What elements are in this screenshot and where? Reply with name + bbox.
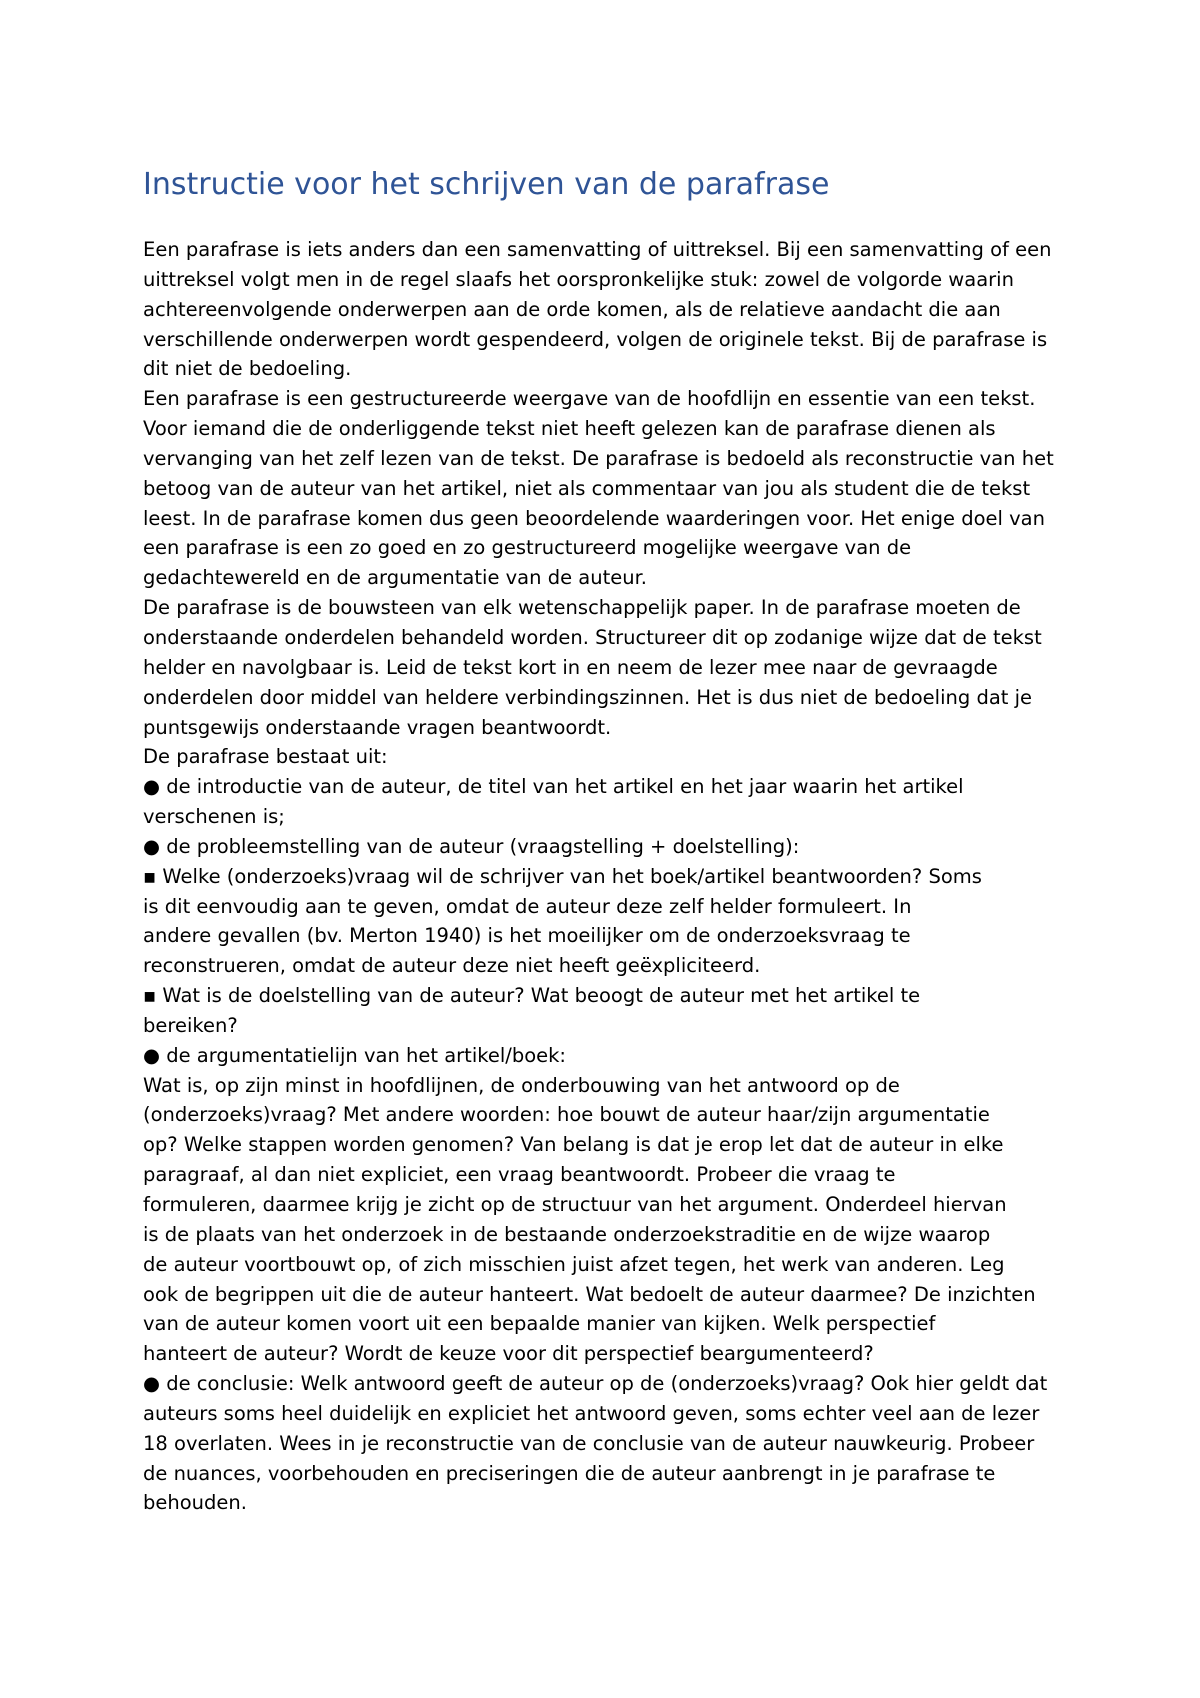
text-line: is de plaats van het onderzoek in de bestaande onderzoekstraditie en de wijze waarop	[143, 1222, 991, 1246]
text-line: onderstaande onderdelen behandeld worden. Structureer dit op zodanige wijze dat de tekst	[143, 625, 1042, 649]
text-line: dit niet de bedoeling.	[143, 357, 352, 381]
text-line: behouden.	[143, 1491, 247, 1515]
text-line: ▪ Wat is de doelstelling van de auteur? Wat beoogt de auteur met het artikel te	[143, 984, 921, 1008]
text-line: vervanging van het zelf lezen van de tekst. De parafrase is bedoeld als reconstructie van het	[143, 446, 1054, 470]
text-line: verschenen is;	[143, 805, 285, 829]
text-line: de auteur voortbouwt op, of zich misschien juist afzet tegen, het werk van anderen. Leg	[143, 1252, 1005, 1276]
text-line: paragraaf, al dan niet expliciet, een vraag beantwoordt. Probeer die vraag te	[143, 1163, 896, 1187]
text-line: Een parafrase is iets anders dan een samenvatting of uittreksel. Bij een samenvatting of een	[143, 238, 1052, 261]
text-line: ● de argumentatielijn van het artikel/boek:	[143, 1043, 566, 1067]
document-title: Instructie voor het schrijven van de parafrase	[143, 167, 830, 202]
text-line: de nuances, voorbehouden en preciseringen die de auteur aanbrengt in je parafrase te	[143, 1461, 996, 1485]
document-body	[143, 235, 1083, 1518]
text-line: verschillende onderwerpen wordt gespendeerd, volgen de originele tekst. Bij de parafrase is	[143, 327, 1048, 351]
text-line: puntsgewijs onderstaande vragen beantwoordt.	[143, 715, 612, 739]
text-line: Wat is, op zijn minst in hoofdlijnen, de onderbouwing van het antwoord op de	[143, 1073, 900, 1097]
text-line: leest. In de parafrase komen dus geen beoordelende waarderingen voor. Het enige doel van	[143, 506, 1045, 530]
text-line: uittreksel volgt men in de regel slaafs het oorspronkelijke stuk: zowel de volgorde waarin	[143, 267, 1014, 291]
text-line: Voor iemand die de onderliggende tekst niet heeft gelezen kan de parafrase dienen als	[143, 417, 996, 441]
text-line: 18 overlaten. Wees in je reconstructie van de conclusie van de auteur nauwkeurig. Probeer	[143, 1431, 1035, 1455]
text-line: auteurs soms heel duidelijk en expliciet het antwoord geven, soms echter veel aan de lezer	[143, 1401, 1040, 1425]
text-line: hanteert de auteur? Wordt de keuze voor dit perspectief beargumenteerd?	[143, 1342, 874, 1366]
text-line: betoog van de auteur van het artikel, niet als commentaar van jou als student die de tekst	[143, 476, 1031, 500]
text-line: formuleren, daarmee krijg je zicht op de structuur van het argument. Onderdeel hiervan	[143, 1193, 1007, 1216]
text-line: is dit eenvoudig aan te geven, omdat de auteur deze zelf helder formuleert. In	[143, 894, 912, 918]
text-line: gedachtewereld en de argumentatie van de auteur.	[143, 566, 648, 590]
text-line: (onderzoeks)vraag? Met andere woorden: hoe bouwt de auteur haar/zijn argumentatie	[143, 1103, 990, 1127]
text-line: onderdelen door middel van heldere verbindingszinnen. Het is dus niet de bedoeling dat je	[143, 685, 1033, 709]
text-line: op? Welke stappen worden genomen? Van belang is dat je erop let dat de auteur in elke	[143, 1133, 1004, 1157]
text-line: van de auteur komen voort uit een bepaalde manier van kijken. Welk perspectief	[143, 1312, 936, 1336]
text-line: ● de probleemstelling van de auteur (vraagstelling + doelstelling):	[143, 834, 800, 858]
text-line: reconstrueren, omdat de auteur deze niet heeft geëxpliciteerd.	[143, 954, 761, 978]
text-line: ● de introductie van de auteur, de titel van het artikel en het jaar waarin het artikel	[143, 775, 964, 799]
text-line: helder en navolgbaar is. Leid de tekst kort in en neem de lezer mee naar de gevraagde	[143, 655, 998, 679]
text-line: achtereenvolgende onderwerpen aan de orde komen, als de relatieve aandacht die aan	[143, 297, 1001, 321]
text-line: een parafrase is een zo goed en zo gestructureerd mogelijke weergave van de	[143, 536, 912, 560]
text-line: Een parafrase is een gestructureerde weergave van de hoofdlijn en essentie van een tekst.	[143, 387, 1036, 411]
text-line: De parafrase bestaat uit:	[143, 745, 388, 769]
text-line: De parafrase is de bouwsteen van elk wetenschappelijk paper. In de parafrase moeten de	[143, 596, 1021, 620]
text-line: andere gevallen (bv. Merton 1940) is het moeilijker om de onderzoeksvraag te	[143, 924, 911, 948]
text-line: bereiken?	[143, 1013, 238, 1037]
text-line: ● de conclusie: Welk antwoord geeft de auteur op de (onderzoeks)vraag? Ook hier geldt dat	[143, 1372, 1048, 1396]
text-line: ▪ Welke (onderzoeks)vraag wil de schrijver van het boek/artikel beantwoorden? Soms	[143, 864, 982, 888]
text-line: ook de begrippen uit die de auteur hanteert. Wat bedoelt de auteur daarmee? De inzichten	[143, 1282, 1036, 1306]
